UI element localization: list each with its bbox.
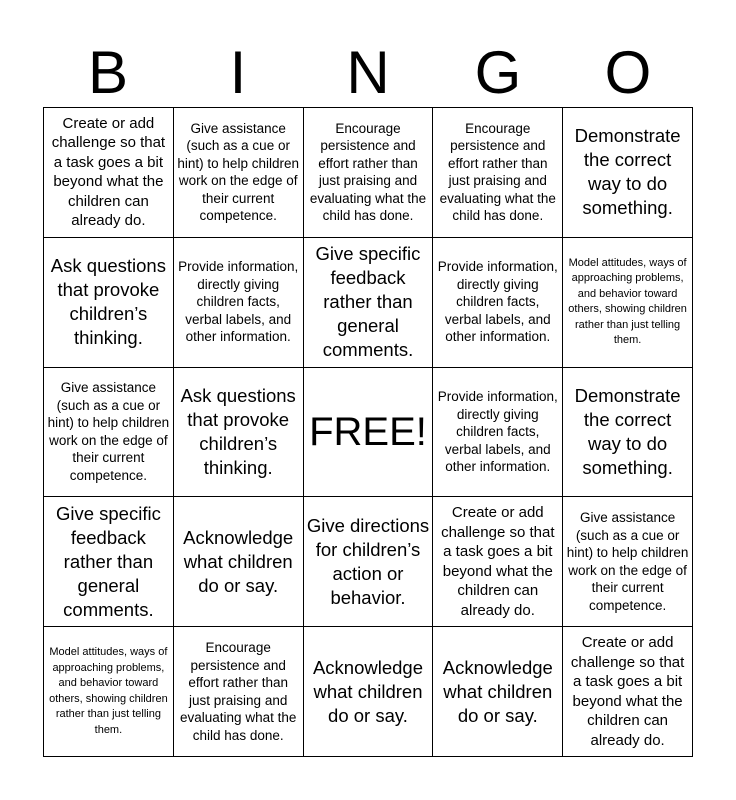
bingo-cell-text: FREE! xyxy=(309,409,427,454)
bingo-cell-text: Encourage persistence and effort rather than just praising and evaluating what the child has done. xyxy=(439,120,556,224)
bingo-cell[interactable] xyxy=(174,627,304,757)
bingo-cell[interactable] xyxy=(44,238,174,368)
bingo-cell-text: Give specific feedback rather than general comments. xyxy=(55,502,161,620)
bingo-cell-text: Create or add challenge so that a task goes a bit beyond what the children can already do. xyxy=(441,504,555,619)
bingo-cell-text: Ask questions that provoke children’s thinking. xyxy=(50,255,166,349)
bingo-cell-text: Give assistance (such as a cue or hint) to help children work on the edge of their current competence. xyxy=(47,380,170,483)
bingo-cell-text: Acknowledge what children do or say. xyxy=(442,656,553,726)
bingo-cell[interactable] xyxy=(304,238,434,368)
bingo-cell-text: Model attitudes, ways of approaching problems, and behavior toward others, showing children rather than just telling them. xyxy=(568,256,687,347)
free-space-cell[interactable] xyxy=(304,368,434,498)
bingo-cell[interactable] xyxy=(304,497,434,627)
bingo-cell[interactable] xyxy=(44,497,174,627)
bingo-cell[interactable] xyxy=(174,497,304,627)
bingo-cell-text: Acknowledge what children do or say. xyxy=(312,656,424,726)
bingo-cell-text: Acknowledge what children do or say. xyxy=(183,526,294,596)
header-letter-o: O xyxy=(604,39,652,106)
bingo-cell[interactable] xyxy=(174,108,304,238)
bingo-cell[interactable] xyxy=(304,627,434,757)
bingo-cell-text: Ask questions that provoke children’s thinking. xyxy=(180,384,296,478)
bingo-cell[interactable] xyxy=(433,627,563,757)
header-letter-i: I xyxy=(229,39,247,106)
bingo-cell-text: Provide information, directly giving children facts, verbal labels, and other information. xyxy=(178,259,299,345)
bingo-cell-text: Model attitudes, ways of approaching problems, and behavior toward others, showing children rather than just telling them. xyxy=(49,646,168,736)
header-letter-n: N xyxy=(346,39,390,106)
header-letter-b: B xyxy=(87,39,129,106)
bingo-cell[interactable] xyxy=(174,368,304,498)
bingo-cell[interactable] xyxy=(304,108,434,238)
bingo-cell[interactable] xyxy=(563,627,693,757)
bingo-cell-text: Give specific feedback rather than general comments. xyxy=(315,243,421,361)
bingo-grid xyxy=(43,107,693,757)
bingo-cell[interactable] xyxy=(433,238,563,368)
bingo-cell[interactable] xyxy=(44,108,174,238)
bingo-cell-text: Create or add challenge so that a task goes a bit beyond what the children can already do. xyxy=(51,114,166,230)
bingo-cell[interactable] xyxy=(174,238,304,368)
bingo-cell-text: Provide information, directly giving children facts, verbal labels, and other information. xyxy=(437,389,558,475)
bingo-header xyxy=(43,40,693,106)
bingo-cell[interactable] xyxy=(563,497,693,627)
bingo-cell[interactable] xyxy=(563,238,693,368)
header-letter-g: G xyxy=(474,39,522,106)
bingo-cell-text: Demonstrate the correct way to do something. xyxy=(574,384,681,478)
bingo-cell-text: Demonstrate the correct way to do something. xyxy=(574,125,681,219)
bingo-cell[interactable] xyxy=(563,368,693,498)
bingo-cell[interactable] xyxy=(44,368,174,498)
bingo-cell-text: Provide information, directly giving children facts, verbal labels, and other information. xyxy=(437,259,558,345)
bingo-cell-text: Give directions for children’s action or behavior. xyxy=(306,514,430,608)
bingo-cell[interactable] xyxy=(433,368,563,498)
bingo-cell[interactable] xyxy=(433,497,563,627)
bingo-cell-text: Encourage persistence and effort rather than just praising and evaluating what the child has done. xyxy=(309,120,427,224)
bingo-cell[interactable] xyxy=(44,627,174,757)
bingo-cell-text: Give assistance (such as a cue or hint) to help children work on the edge of their current competence. xyxy=(566,510,689,613)
bingo-cell-text: Encourage persistence and effort rather than just praising and evaluating what the child has done. xyxy=(180,640,297,743)
bingo-cell[interactable] xyxy=(433,108,563,238)
bingo-cell-text: Give assistance (such as a cue or hint) to help children work on the edge of their current competence. xyxy=(177,120,299,224)
bingo-cell-text: Create or add challenge so that a task goes a bit beyond what the children can already do. xyxy=(570,634,685,749)
bingo-cell[interactable] xyxy=(563,108,693,238)
